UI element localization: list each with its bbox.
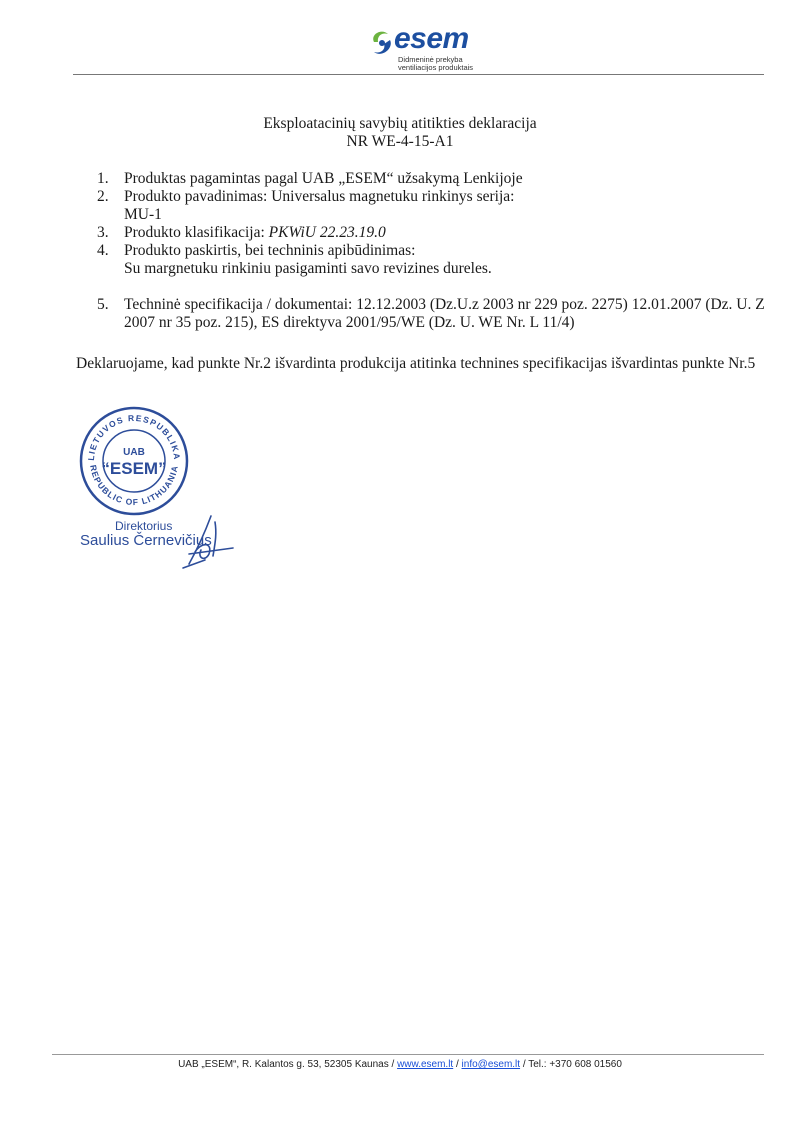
footer [0, 1059, 800, 1070]
footer-phone: / Tel.: +370 608 01560 [520, 1059, 622, 1070]
logo-tagline-line2: ventiliacijos produktais [398, 63, 474, 72]
list-item-3 [97, 224, 777, 242]
list-item-text: Produktas pagamintas pagal UAB „ESEM“ užsakymą Lenkijoje [124, 170, 523, 187]
logo-tagline-line1: Didmeninė prekyba [398, 55, 463, 64]
document-title [0, 115, 800, 151]
header-divider [73, 74, 764, 75]
declaration-paragraph: Deklaruojame, kad punkte Nr.2 išvardinta produkcija atitinka technines specifikacijas išvardintas punkte Nr.5 [76, 355, 756, 372]
email-link[interactable]: info@esem.lt [461, 1059, 521, 1070]
list-number: 4. [97, 242, 109, 259]
signature-block [80, 512, 250, 582]
stamp-esem: “ESEM” [101, 459, 167, 478]
signatory-name: Saulius Černevičius [80, 532, 212, 549]
logo-tagline [398, 56, 473, 72]
list-item-text: Techninė specifikacija / dokumentai: 12.12.2003 (Dz.U.z 2003 nr 229 poz. 2275) 12.01.2007 (Dz. U. Z 2007 nr 35 poz. 215), ES direktyva 2001/95/WE (Dz. U. WE Nr. L 11/4) [124, 296, 765, 331]
list-item-text-line2: MU-1 [124, 206, 162, 223]
footer-divider [52, 1054, 764, 1055]
stamp-ring-top: LIETUVOS RESPUBLIKA [85, 412, 183, 462]
footer-separator: / [453, 1059, 462, 1070]
website-link[interactable]: www.esem.lt [397, 1059, 454, 1070]
esem-leaf-icon [368, 28, 396, 58]
title-line-1: Eksploatacinių savybių atitikties deklaracija [263, 115, 537, 132]
list-item-1 [97, 170, 777, 188]
list-item-4 [97, 242, 777, 278]
list-number: 5. [97, 296, 109, 313]
stamp-uab: UAB [123, 447, 145, 458]
title-line-2: NR WE-4-15-A1 [346, 133, 454, 150]
list-item-text: Produkto paskirtis, bei techninis apibūdinimas: [124, 242, 416, 259]
footer-address: UAB „ESEM“, R. Kalantos g. 53, 52305 Kaunas / [178, 1059, 398, 1070]
logo-brand-text: esem [394, 22, 469, 55]
list-item-2 [97, 188, 777, 224]
esem-logo [368, 22, 488, 74]
list-number: 2. [97, 188, 109, 205]
list-item-5 [97, 296, 777, 332]
list-number: 1. [97, 170, 109, 187]
stamp-ring-bottom: REPUBLIC OF LITHUANIA [88, 464, 180, 508]
list-item-text: Produkto pavadinimas: Universalus magnetuku rinkinys serija: [124, 188, 515, 205]
list-item-text: Produkto klasifikacija: [124, 224, 269, 241]
spec-list [97, 170, 777, 332]
classification-code: PKWiU 22.23.19.0 [268, 224, 386, 241]
signatory-title: Direktorius [115, 519, 173, 533]
list-item-text-line2: Su margnetuku rinkiniu pasigaminti savo revizines dureles. [124, 260, 492, 277]
list-number: 3. [97, 224, 109, 241]
company-stamp [78, 405, 190, 517]
handwritten-signature [175, 512, 235, 572]
